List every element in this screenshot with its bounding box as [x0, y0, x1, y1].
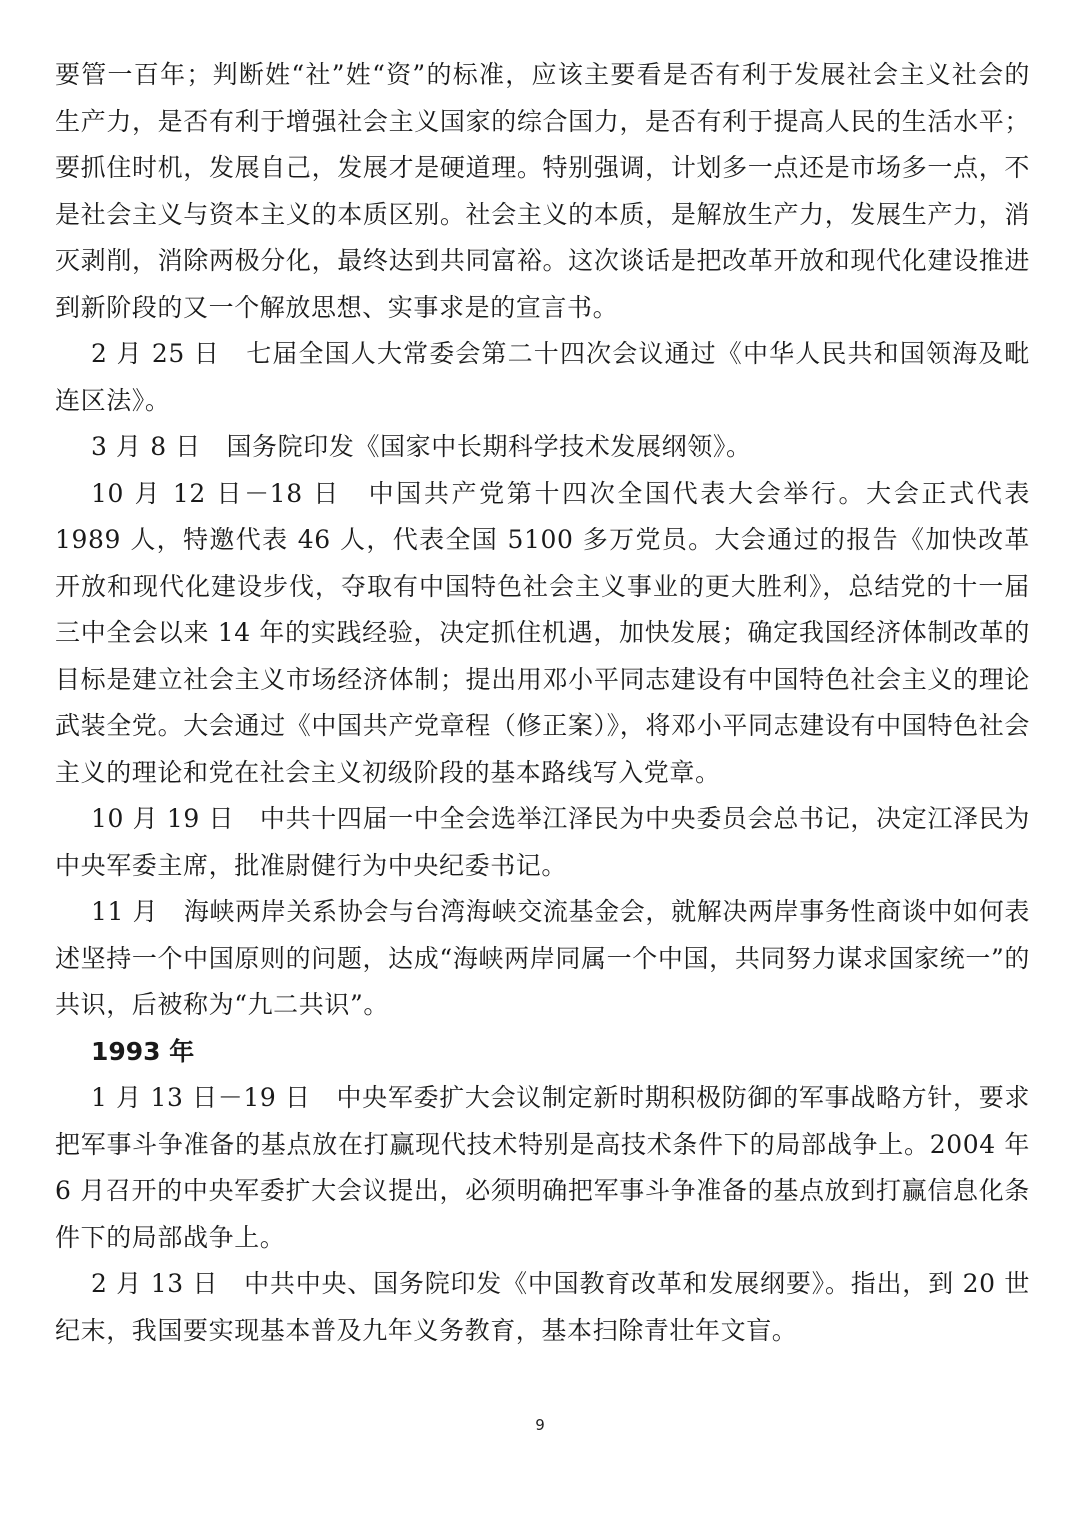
paragraph-jan-13-military-strategy: 1 月 13 日－19 日 中央军委扩大会议制定新时期积极防御的军事战略方针，要求把军事斗争准备的基点放在打赢现代技术特别是高技术条件下的局部战争上。2004 年 6 月召开的中央军委扩大会议提出，必须明确把军事斗争准备的基点放到打赢信息化条件下的局部战争上。 — [55, 1083, 1030, 1252]
paragraph-nov-1992-consensus: 11 月 海峡两岸关系协会与台湾海峡交流基金会，就解决两岸事务性商谈中如何表述坚持一个中国原则的问题，达成“海峡两岸同属一个中国，共同努力谋求国家统一”的共识，后被称为“九二共识”。 — [55, 897, 1030, 1019]
paragraph-feb-13-education-outline: 2 月 13 日 中共中央、国务院印发《中国教育改革和发展纲要》。指出，到 20 世纪末，我国要实现基本普及九年义务教育，基本扫除青壮年文盲。 — [55, 1269, 1030, 1345]
document-page — [55, 52, 1030, 1354]
paragraph-oct-19-plenum: 10 月 19 日 中共十四届一中全会选举江泽民为中央委员会总书记，决定江泽民为中央军委主席，批准尉健行为中央纪委书记。 — [55, 804, 1030, 880]
page-number: 9 — [535, 1416, 545, 1434]
paragraph-deng-talk-continuation: 要管一百年；判断姓“社”姓“资”的标准，应该主要看是否有利于发展社会主义社会的生产力，是否有利于增强社会主义国家的综合国力，是否有利于提高人民的生活水平；要抓住时机，发展自己，发展才是硬道理。特别强调，计划多一点还是市场多一点，不是社会主义与资本主义的本质区别。社会主义的本质，是解放生产力，发展生产力，消灭剥削，消除两极分化，最终达到共同富裕。这次谈话是把改革开放和现代化建设推进到新阶段的又一个解放思想、实事求是的宣言书。 — [55, 60, 1030, 322]
paragraph-mar-8-science-program: 3 月 8 日 国务院印发《国家中长期科学技术发展纲领》。 — [91, 432, 752, 461]
year-heading-1993: 1993 年 — [91, 1036, 195, 1066]
paragraph-feb-25-territorial-sea-law: 2 月 25 日 七届全国人大常委会第二十四次会议通过《中华人民共和国领海及毗连区法》。 — [55, 339, 1030, 415]
paragraph-oct-12-14th-congress: 10 月 12 日－18 日 中国共产党第十四次全国代表大会举行。大会正式代表 1989 人，特邀代表 46 人，代表全国 5100 多万党员。大会通过的报告《加快改革开放和现代化建设步伐，夺取有中国特色社会主义事业的更大胜利》，总结党的十一届三中全会以来 14 年的实践经验，决定抓住机遇，加快发展；确定我国经济体制改革的目标是建立社会主义市场经济体制；提出用邓小平同志建设有中国特色社会主义的理论武装全党。大会通过《中国共产党章程（修正案）》，将邓小平同志建设有中国特色社会主义的理论和党在社会主义初级阶段的基本路线写入党章。 — [55, 478, 1030, 787]
